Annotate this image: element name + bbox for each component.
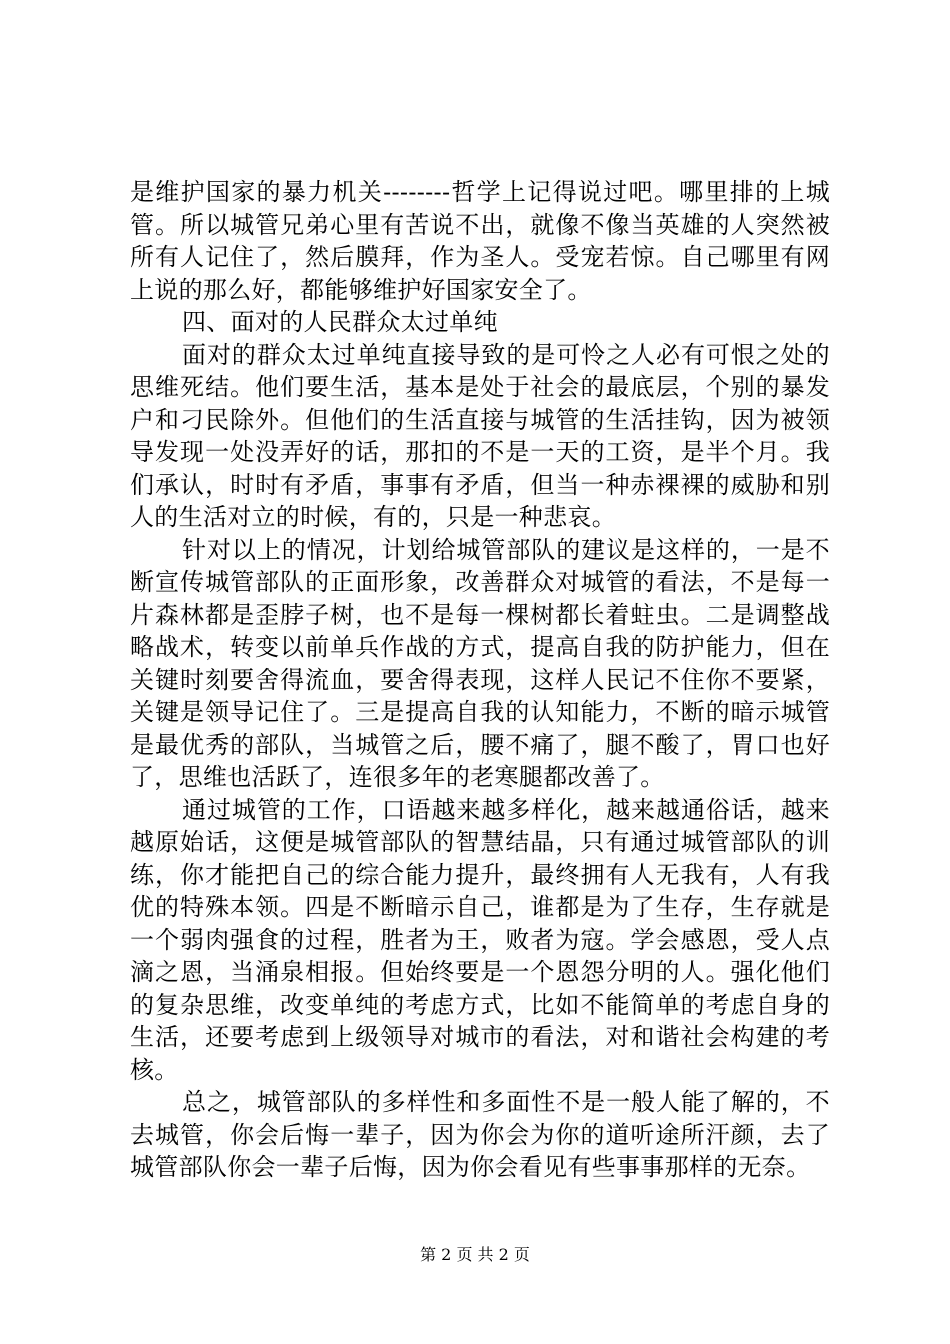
document-body: [130, 176, 830, 1184]
paragraph: 通过城管的工作，口语越来越多样化，越来越通俗话，越来越原始话，这便是城管部队的智慧结晶，只有通过城管部队的训练，你才能把自己的综合能力提升，最终拥有人无我有，人有我优的特殊本领。四是不断暗示自己，谁都是为了生存，生存就是一个弱肉强食的过程，胜者为王，败者为寇。学会感恩，受人点滴之恩，当涌泉相报。但始终要是一个恩怨分明的人。强化他们的复杂思维，改变单纯的考虑方式，比如不能简单的考虑自身的生活，还要考虑到上级领导对城市的看法，对和谐社会构建的考核。: [130, 795, 830, 1084]
paragraph: 总之，城管部队的多样性和多面性不是一般人能了解的，不去城管，你会后悔一辈子，因为你会为你的道听途所汗颜，去了城管部队你会一辈子后悔，因为你会看见有些事事那样的无奈。: [130, 1088, 830, 1181]
paragraph-continuation: 是维护国家的暴力机关--------哲学上记得说过吧。哪里排的上城管。所以城管兄弟心里有苦说不出，就像不像当英雄的人突然被所有人记住了，然后膜拜，作为圣人。受宠若惊。自己哪里有网上说的那么好，都能够维护好国家安全了。: [130, 178, 830, 304]
section-heading: 四、面对的人民群众太过单纯: [182, 308, 498, 336]
page-number-footer: 第 2 页 共 2 页: [420, 1245, 530, 1264]
paragraph: 面对的群众太过单纯直接导致的是可怜之人必有可恨之处的思维死结。他们要生活，基本是处于社会的最底层，个别的暴发户和刁民除外。但他们的生活直接与城管的生活挂钩，因为被领导发现一处没弄好的话，那扣的不是一天的工资，是半个月。我们承认，时时有矛盾，事事有矛盾，但当一种赤裸裸的威胁和别人的生活对立的时候，有的，只是一种悲哀。: [130, 340, 830, 531]
paragraph: 针对以上的情况，计划给城管部队的建议是这样的，一是不断宣传城管部队的正面形象，改善群众对城管的看法，不是每一片森林都是歪脖子树，也不是每一棵树都长着蛀虫。二是调整战略战术，转变以前单兵作战的方式，提高自我的防护能力，但在关键时刻要舍得流血，要舍得表现，这样人民记不住你不要紧，关键是领导记住了。三是提高自我的认知能力，不断的暗示城管是最优秀的部队，当城管之后，腰不痛了，腿不酸了，胃口也好了，思维也活跃了，连很多年的老寒腿都改善了。: [130, 535, 830, 791]
